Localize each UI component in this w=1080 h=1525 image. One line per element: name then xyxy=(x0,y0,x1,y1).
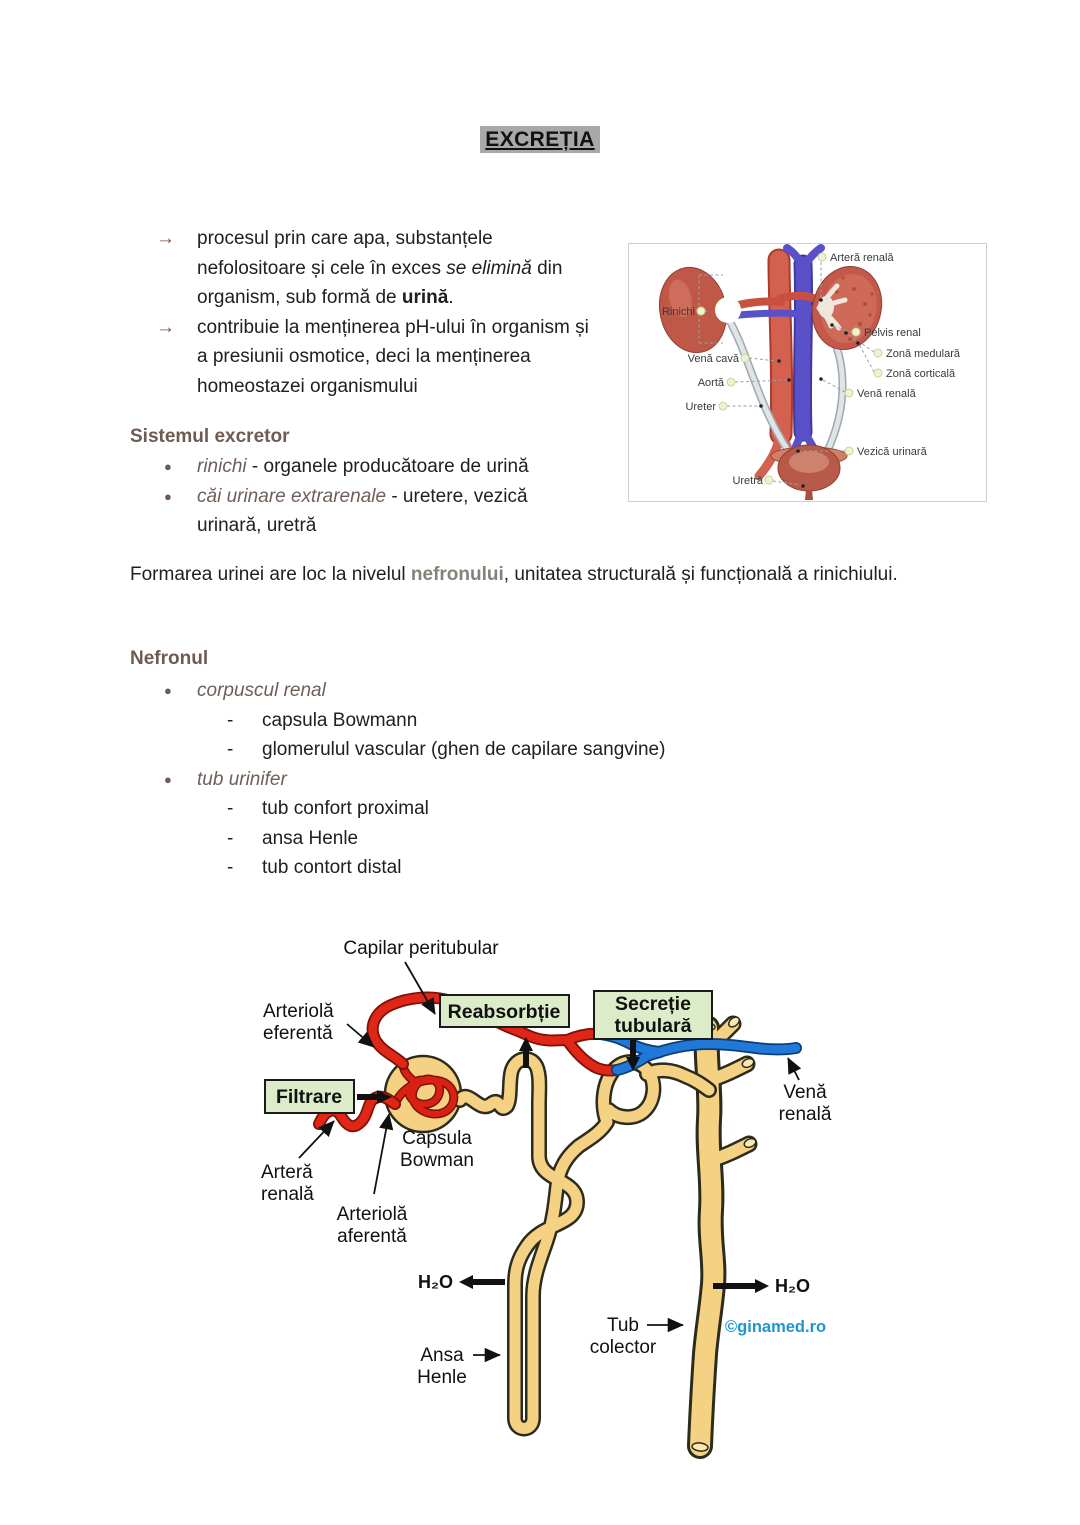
excretory-system-list xyxy=(164,452,594,541)
label-vena-cava: Venă cavă xyxy=(687,353,739,365)
label-capsula-2: Bowman xyxy=(400,1150,474,1171)
central-vessels xyxy=(727,248,827,476)
list-item-text xyxy=(197,482,594,541)
sub-item-text: tub confort proximal xyxy=(262,798,429,819)
label-artera-renala-1: Arteră xyxy=(261,1162,313,1183)
label-vena-renala-2: renală xyxy=(778,1104,832,1125)
label-zona-medulara: Zonă medulară xyxy=(886,348,960,360)
list-item xyxy=(164,482,594,541)
arrow-bullet-icon: → xyxy=(156,228,175,249)
label-capsula-1: Capsula xyxy=(402,1128,472,1149)
text-run: . xyxy=(448,287,454,308)
intro-item xyxy=(156,224,626,313)
kidney-anatomy-svg xyxy=(629,244,986,501)
list-item-text xyxy=(197,452,594,482)
text-run-italic: se elimină xyxy=(446,257,532,279)
sub-item-text: glomerulul vascular (ghen de capilare sangvine) xyxy=(262,739,666,760)
text-run: , unitatea structurală și funcțională a rinichiului. xyxy=(503,564,898,585)
secretie-label-line2: tubulară xyxy=(614,1015,692,1037)
right-kidney-section xyxy=(803,259,890,358)
heading-sistemul-excretor: Sistemul excretor xyxy=(130,426,290,447)
sub-list-item xyxy=(164,706,784,736)
label-pelvis-renal: Pelvis renal xyxy=(864,327,921,339)
nephron-diagram xyxy=(255,928,850,1473)
heading-nefronul: Nefronul xyxy=(130,648,209,669)
label-artera-renala-2: renală xyxy=(261,1184,314,1205)
text-run: din organism, sub formă de xyxy=(197,257,563,308)
intro-item-text: contribuie la menținerea pH-ului în organism și a presiunii osmotice, deci la menținerea homeostazei organismului xyxy=(197,316,589,397)
list-item xyxy=(164,765,784,795)
bullet-icon: ● xyxy=(164,459,172,474)
dash-icon: - xyxy=(227,798,234,819)
bullet-icon: ● xyxy=(164,488,172,504)
text-run-bold: urină xyxy=(401,287,449,308)
arrow-bullet-icon: → xyxy=(156,316,175,338)
nephron-list xyxy=(164,676,784,883)
title-highlight: EXCREȚIA xyxy=(480,126,599,153)
sub-item-text: capsula Bowmann xyxy=(262,709,418,731)
label-tub-2: colector xyxy=(589,1337,657,1358)
intro-item-text xyxy=(197,224,592,313)
ginamed-watermark: ©ginamed.ro xyxy=(725,1318,827,1336)
bladder xyxy=(771,445,847,500)
sub-list-item xyxy=(164,853,784,883)
label-aorta: Aortă xyxy=(697,377,724,389)
text-run: procesul prin care apa, substanțele nefolositoare și cele în exces xyxy=(197,228,493,279)
sub-list-item xyxy=(164,794,784,824)
label-arteriola-eferenta-2: eferentă xyxy=(263,1023,333,1044)
label-zona-corticala: Zonă corticală xyxy=(886,368,956,380)
h2o-left-arrow xyxy=(459,1275,505,1289)
secretie-label-line1: Secreție xyxy=(615,993,691,1015)
text-run-italic: căi urinare extrarenale xyxy=(197,485,387,507)
intro-list xyxy=(156,224,626,401)
text-run-italic: rinichi xyxy=(197,456,247,477)
nephron-tubule xyxy=(460,1059,709,1428)
filtrare-label: Filtrare xyxy=(275,1086,343,1108)
label-capilar-peritubular: Capilar peritubular xyxy=(343,938,499,959)
label-arteriola-eferenta-1: Arteriolă xyxy=(263,1001,334,1022)
label-ansa-2: Henle xyxy=(417,1367,467,1388)
label-arteriola-aferenta-2: aferentă xyxy=(337,1226,407,1247)
list-item xyxy=(164,452,594,482)
label-h2o-left: H₂O xyxy=(418,1272,453,1292)
sub-item-text: ansa Henle xyxy=(262,827,359,849)
text-run: - uretere, vezică urinară, uretră xyxy=(197,485,528,536)
text-run-bold: nefronului xyxy=(410,564,504,585)
sub-list-item xyxy=(164,824,784,854)
page-title xyxy=(0,128,1080,152)
dash-icon: - xyxy=(227,709,234,731)
dash-icon: - xyxy=(227,857,234,878)
list-item-text: corpuscul renal xyxy=(197,680,326,701)
label-vena-renala-1: Venă xyxy=(783,1082,827,1103)
sub-list-item xyxy=(164,735,784,765)
label-artera-renala: Arteră renală xyxy=(830,252,894,264)
list-item xyxy=(164,676,784,706)
label-tub-1: Tub xyxy=(606,1315,640,1336)
kidney-anatomy-figure xyxy=(628,243,987,502)
label-h2o-right: H₂O xyxy=(775,1276,810,1296)
dash-icon: - xyxy=(227,827,234,849)
list-item-text: tub urinifer xyxy=(197,768,287,790)
text-run: Formarea urinei are loc la nivelul xyxy=(130,564,411,585)
label-ureter: Ureter xyxy=(685,401,716,413)
label-vena-renala: Venă renală xyxy=(857,388,916,400)
bullet-icon: ● xyxy=(164,771,172,787)
nephron-diagram-svg xyxy=(255,928,850,1473)
formarea-paragraph xyxy=(130,560,970,590)
label-arteriola-aferenta-1: Arteriolă xyxy=(336,1204,408,1225)
intro-item xyxy=(156,313,626,402)
label-rinichi: Rinichi xyxy=(661,306,695,318)
label-vezica-urinara: Vezică urinară xyxy=(857,446,927,458)
text-run: - organele producătoare de urină xyxy=(246,456,529,477)
urethra xyxy=(805,490,813,500)
left-kidney-hilum xyxy=(715,297,741,323)
reabsorbtie-label: Reabsorbție xyxy=(447,1001,561,1023)
bullet-icon: ● xyxy=(164,683,172,698)
dash-icon: - xyxy=(227,739,234,760)
sub-item-text: tub contort distal xyxy=(262,857,402,878)
label-uretra: Uretră xyxy=(732,475,763,487)
label-ansa-1: Ansa xyxy=(420,1345,464,1366)
